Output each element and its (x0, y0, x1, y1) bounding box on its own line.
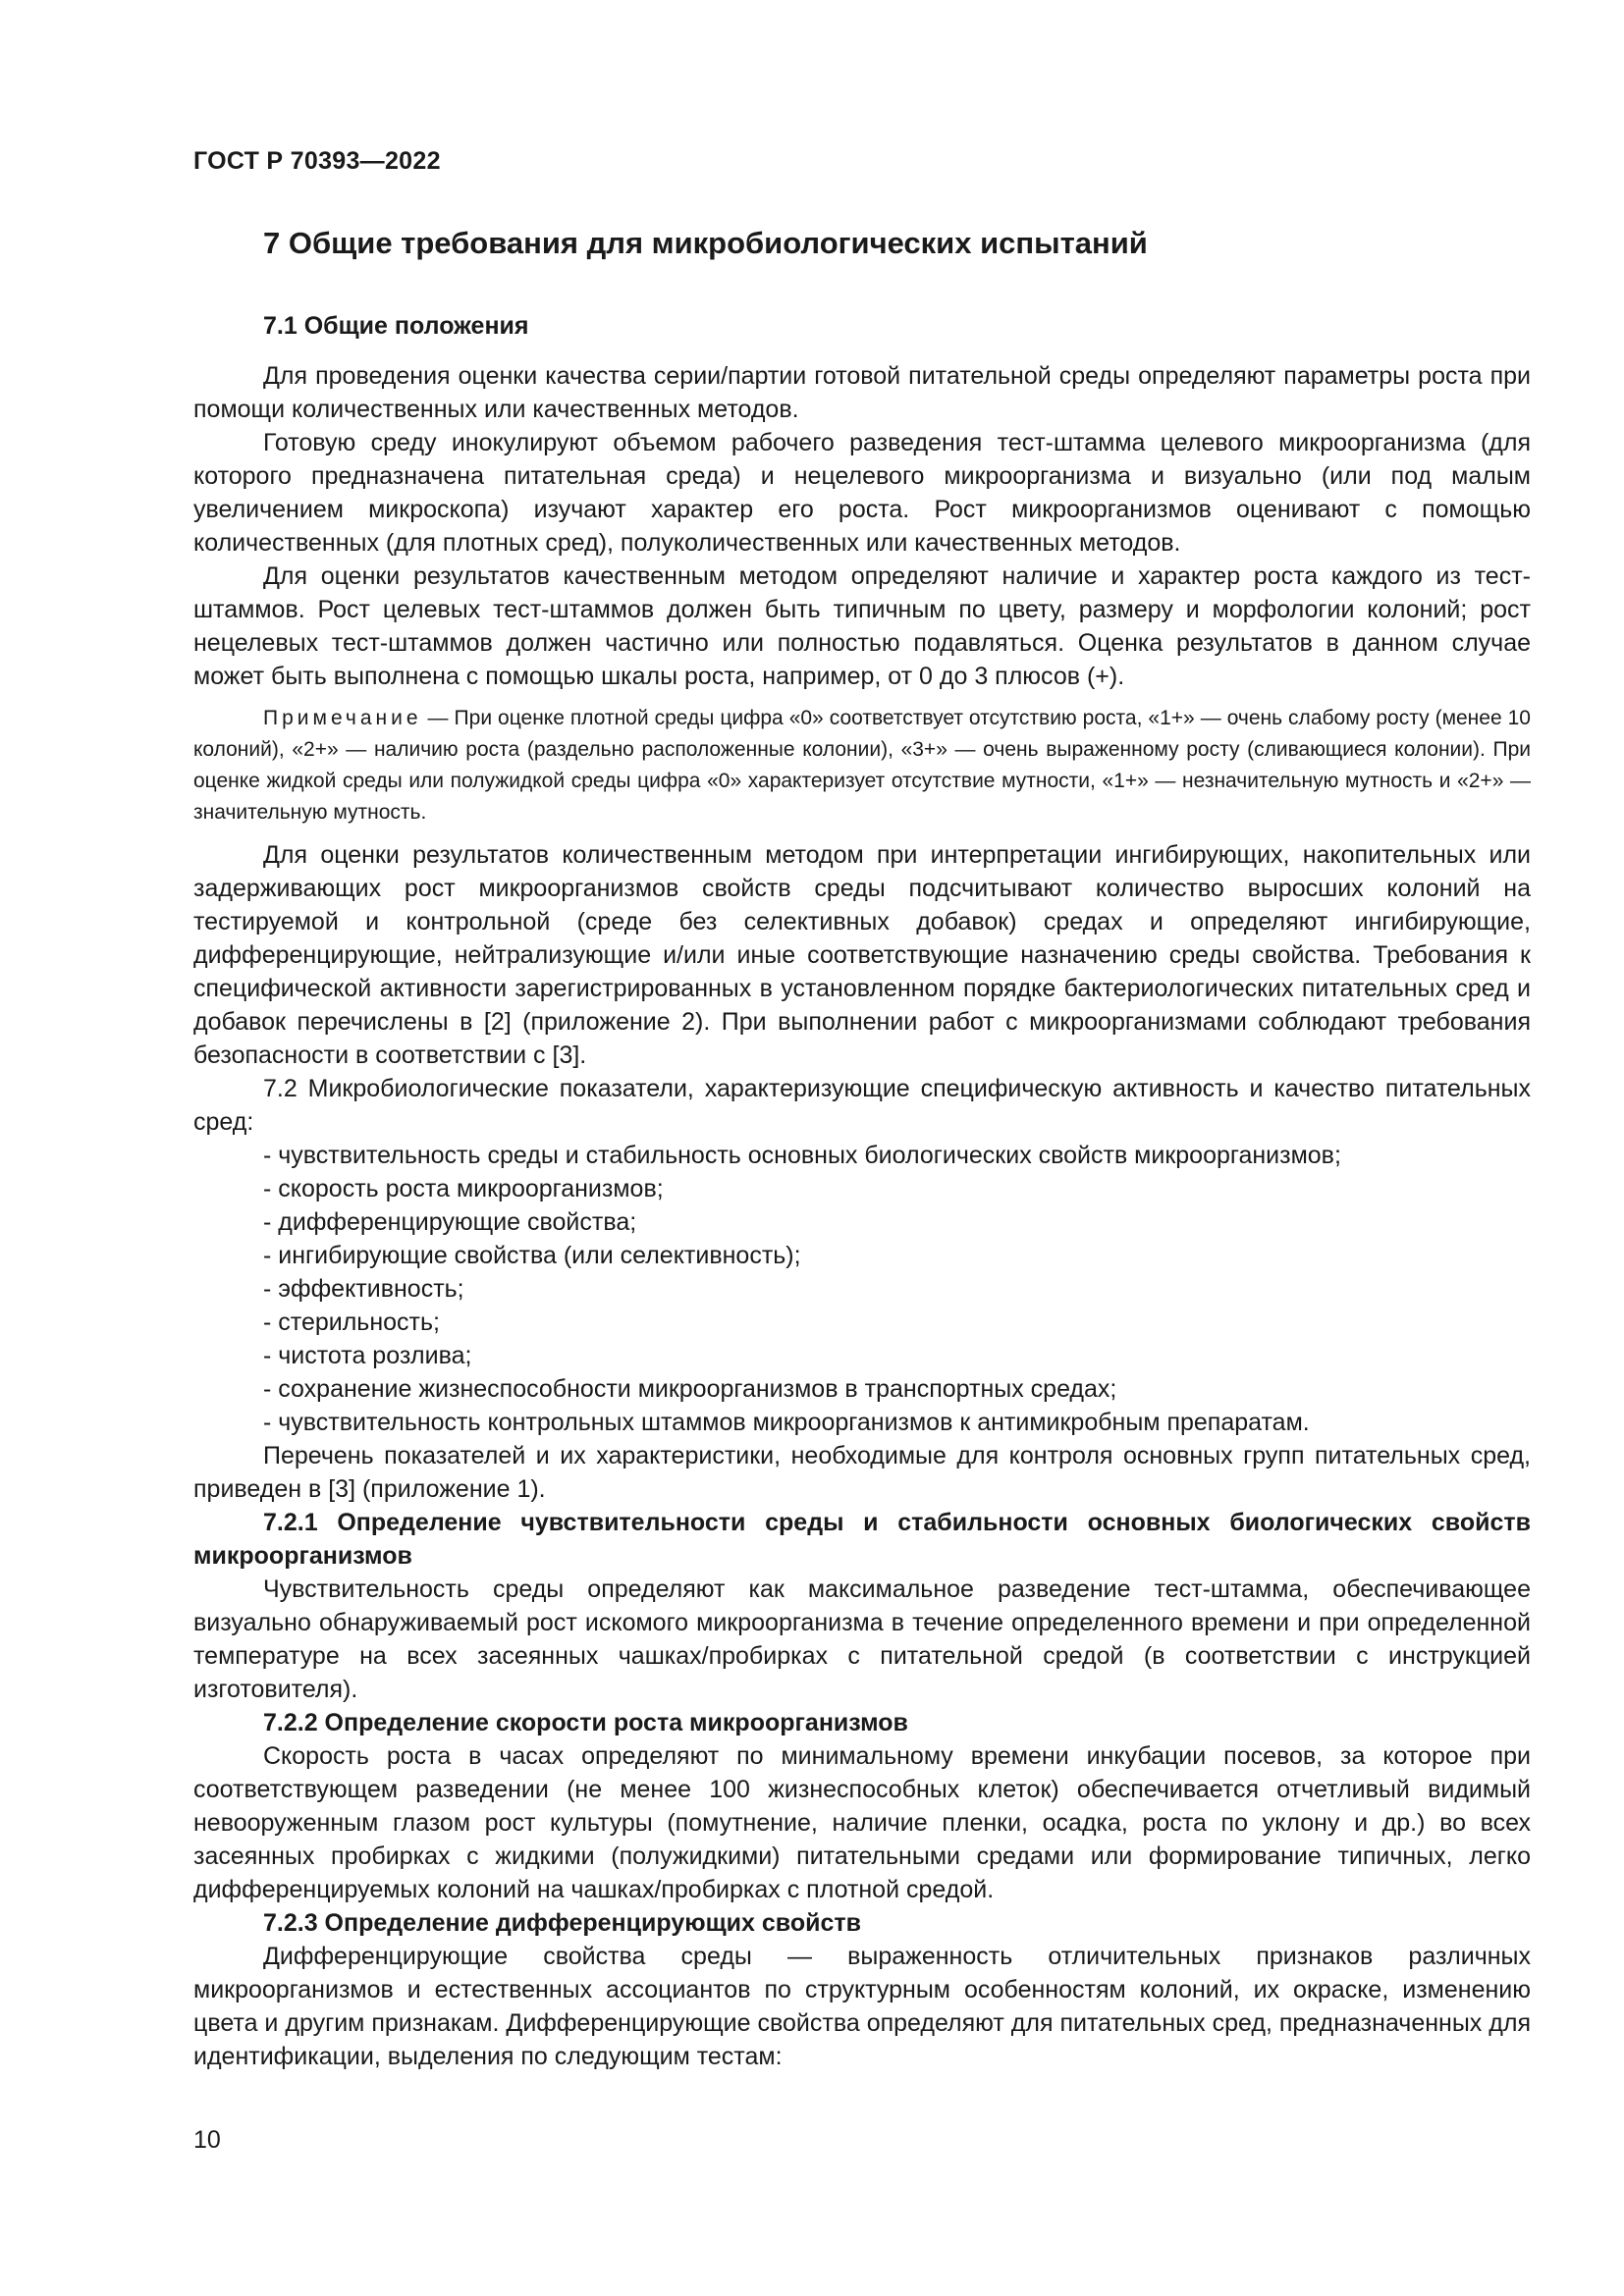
heading-7-2-2: 7.2.2 Определение скорости роста микроорганизмов (263, 1709, 908, 1736)
paragraph: Для оценки результатов количественным методом при интерпретации ингибирующих, накопительных или задерживающих рост микроорганизмов свойств среды подсчитывают количество выросших колоний на тестируемой и контрольной (среде без селективных добавок) средах и определяют ингибирующие, дифференцирующие, нейтрализующие и/или иные соответствующие назначению среды свойства. Требования к специфической активности зарегистрированных в установленном порядке бактериологических питательных сред и добавок перечислены в [2] (приложение 2). При выполнении работ с микроорганизмами соблюдают требования безопасности в соответствии с [3]. (193, 841, 1531, 1069)
paragraph: Дифференцирующие свойства среды — выраженность отличительных признаков различных микроорганизмов и естественных ассоциантов по структурным особенностям колоний, их окраске, изменению цвета и другим признакам. Дифференцирующие свойства определяют для питательных сред, предназначенных для идентификации, выделения по следующим тестам: (193, 1943, 1531, 2070)
standard-code: ГОСТ Р 70393—2022 (193, 147, 441, 175)
list-item: - эффективность; (263, 1275, 464, 1303)
document-body (193, 359, 1531, 2073)
paragraph: Перечень показателей и их характеристики, необходимые для контроля основных групп питательных сред, приведен в [3] (приложение 1). (193, 1442, 1531, 1503)
list-item: - чувствительность контрольных штаммов микроорганизмов к антимикробным препаратам. (263, 1409, 1310, 1436)
list-item: - чистота розлива; (263, 1342, 472, 1369)
list-item: - ингибирующие свойства (или селективность); (263, 1242, 801, 1269)
heading-7-2-3: 7.2.3 Определение дифференцирующих свойств (263, 1909, 861, 1937)
indicator-list (193, 1139, 1531, 1439)
note (193, 703, 1531, 828)
section-title: 7 Общие требования для микробиологических испытаний (263, 226, 1148, 260)
note-label: Примечание (263, 707, 422, 729)
list-item: - стерильность; (263, 1308, 440, 1336)
paragraph: 7.2 Микробиологические показатели, характеризующие специфическую активность и качество питательных сред: (193, 1075, 1531, 1136)
list-item: - чувствительность среды и стабильность основных биологических свойств микроорганизмов; (263, 1142, 1341, 1169)
list-item: - дифференцирующие свойства; (263, 1208, 637, 1236)
subsection-title: 7.1 Общие положения (263, 312, 529, 340)
page-number: 10 (193, 2126, 221, 2154)
paragraph: Скорость роста в часах определяют по минимальному времени инкубации посевов, за которое при соответствующем разведении (не менее 100 жизнеспособных клеток) обеспечивается отчетливый видимый невооруженным глазом рост культуры (помутнение, наличие пленки, осадка, роста по уклону и др.) во всех засеянных пробирках с жидкими (полужидкими) питательными средами или формирование типичных, легко дифференцируемых колоний на чашках/пробирках с плотной средой. (193, 1742, 1531, 1903)
note-text: — При оценке плотной среды цифра «0» соответствует отсутствию роста, «1+» — очень слабому росту (менее 10 колоний), «2+» — наличию роста (раздельно расположенные колонии), «3+» — очень выраженному росту (сливающиеся колонии). При оценке жидкой среды или полужидкой среды цифра «0» характеризует отсутствие мутности, «1+» — незначительную мутность и «2+» — значительную мутность. (193, 707, 1531, 824)
list-item: - скорость роста микроорганизмов; (263, 1175, 664, 1202)
paragraph: Для проведения оценки качества серии/партии готовой питательной среды определяют параметры роста при помощи количественных или качественных методов. (193, 362, 1531, 423)
paragraph: Чувствительность среды определяют как максимальное разведение тест-штамма, обеспечивающее визуально обнаруживаемый рост искомого микроорганизма в течение определенного времени и при определенной температуре на всех засеянных чашках/пробирках с питательной средой (в соответствии с инструкцией изготовителя). (193, 1575, 1531, 1703)
paragraph: Для оценки результатов качественным методом определяют наличие и характер роста каждого из тест-штаммов. Рост целевых тест-штаммов должен быть типичным по цвету, размеру и морфологии колоний; рост нецелевых тест-штаммов должен частично или полностью подавляться. Оценка результатов в данном случае может быть выполнена с помощью шкалы роста, например, от 0 до 3 плюсов (+). (193, 562, 1531, 690)
paragraph: Готовую среду инокулируют объемом рабочего разведения тест-штамма целевого микроорганизма (для которого предназначена питательная среда) и нецелевого микроорганизма и визуально (или под малым увеличением микроскопа) изучают характер его роста. Рост микроорганизмов оценивают с помощью количественных (для плотных сред), полуколичественных или качественных методов. (193, 429, 1531, 557)
list-item: - сохранение жизнеспособности микроорганизмов в транспортных средах; (263, 1375, 1117, 1403)
heading-7-2-1: 7.2.1 Определение чувствительности среды и стабильности основных биологических свойств микроорганизмов (193, 1509, 1531, 1570)
